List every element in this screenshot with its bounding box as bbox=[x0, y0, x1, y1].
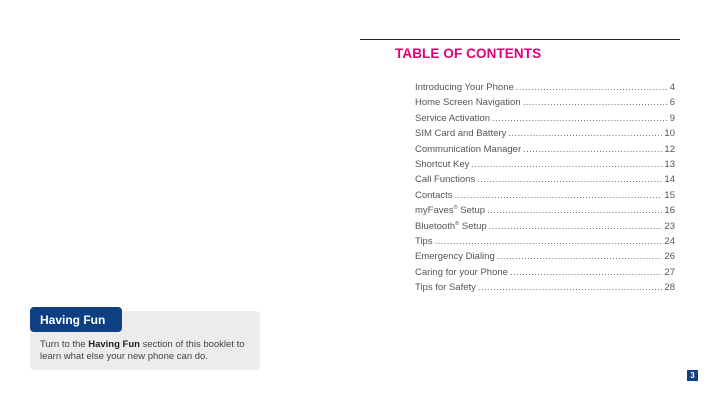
registered-mark: ® bbox=[455, 220, 460, 227]
toc-item bbox=[415, 144, 675, 159]
having-fun-text-before: Turn to the bbox=[40, 339, 89, 350]
toc-item-label bbox=[415, 251, 495, 262]
toc-item-label bbox=[415, 113, 490, 124]
toc-item-page: 4 bbox=[669, 82, 675, 93]
toc-item-page: 26 bbox=[664, 251, 675, 263]
having-fun-text bbox=[40, 339, 258, 362]
toc-item-label-text: Shortcut Key bbox=[415, 158, 470, 170]
toc-leader-dots bbox=[508, 128, 662, 139]
toc-item-label-text: Contacts bbox=[415, 189, 453, 201]
toc-leader-dots bbox=[510, 267, 662, 278]
toc-item-label-text: Tips bbox=[415, 235, 433, 247]
toc-leader-dots bbox=[489, 221, 663, 232]
toc-item-label-text: Emergency Dialing bbox=[415, 251, 495, 263]
toc-leader-dots bbox=[471, 159, 662, 170]
toc-item-label-suffix: Setup bbox=[457, 205, 486, 217]
having-fun-tab: Having Fun bbox=[30, 307, 122, 332]
toc-item-page: 6 bbox=[669, 97, 675, 109]
toc-item-label bbox=[415, 205, 485, 216]
toc-leader-dots bbox=[455, 190, 663, 201]
toc-item-label bbox=[415, 128, 506, 139]
toc-item-label bbox=[415, 174, 475, 185]
toc-leader-dots bbox=[487, 205, 662, 216]
header-rule bbox=[360, 39, 680, 40]
toc-item bbox=[415, 282, 675, 297]
toc-item-label bbox=[415, 282, 476, 293]
toc-item-page: 13 bbox=[664, 158, 675, 170]
having-fun-text-bold: Having Fun bbox=[88, 339, 140, 350]
toc-item-label-text: Call Functions bbox=[415, 174, 476, 186]
toc-item bbox=[415, 236, 675, 251]
toc-item bbox=[415, 205, 675, 220]
toc-item-page: 16 bbox=[664, 205, 675, 217]
toc-item-label-text: Communication Manager bbox=[415, 143, 522, 155]
toc-item-label-text: myFaves bbox=[415, 205, 454, 217]
toc-item bbox=[415, 159, 675, 174]
toc-leader-dots bbox=[492, 113, 668, 124]
toc-item-page: 24 bbox=[664, 235, 675, 247]
toc-item bbox=[415, 267, 675, 282]
toc-item-page: 15 bbox=[664, 189, 675, 201]
toc-item bbox=[415, 113, 675, 128]
toc-item-page: 27 bbox=[664, 266, 675, 278]
page-number: 3 bbox=[687, 370, 698, 381]
toc-leader-dots bbox=[478, 282, 663, 293]
toc-item-label-text: SIM Card and Battery bbox=[415, 128, 507, 140]
toc-leader-dots bbox=[435, 236, 663, 247]
toc-leader-dots bbox=[523, 97, 668, 108]
toc-item-label-text: Tips for Safety bbox=[415, 282, 476, 294]
toc-item bbox=[415, 190, 675, 205]
toc-item bbox=[415, 128, 675, 143]
toc-item-label bbox=[415, 159, 469, 170]
toc-item-label bbox=[415, 221, 487, 232]
toc-item bbox=[415, 174, 675, 189]
toc-item-label bbox=[415, 144, 521, 155]
toc-item-label-text: Home Screen Navigation bbox=[415, 97, 521, 109]
toc-item-label bbox=[415, 82, 514, 93]
toc-item bbox=[415, 251, 675, 266]
toc-item-page: 23 bbox=[664, 220, 675, 232]
toc-leader-dots bbox=[497, 251, 663, 262]
toc-item-label-text: Bluetooth bbox=[415, 220, 456, 232]
toc-leader-dots bbox=[516, 82, 668, 93]
toc-item bbox=[415, 221, 675, 236]
toc-item-label bbox=[415, 97, 521, 108]
having-fun-text-after: section of this booklet to learn what else your new phone can do. bbox=[40, 339, 245, 362]
toc-item-page: 28 bbox=[664, 282, 675, 294]
toc-item-page: 10 bbox=[664, 128, 675, 140]
toc-item-label-text: Service Activation bbox=[415, 112, 490, 124]
toc-item-label-suffix: Setup bbox=[459, 220, 487, 232]
toc-item bbox=[415, 82, 675, 97]
registered-mark: ® bbox=[453, 204, 458, 211]
toc-item-label-text: Caring for your Phone bbox=[415, 266, 508, 278]
toc-item-page: 9 bbox=[669, 112, 675, 124]
toc-item-label-text: Introducing Your Phone bbox=[415, 82, 514, 93]
toc-list bbox=[415, 82, 675, 297]
toc-title: TABLE OF CONTENTS bbox=[395, 46, 542, 61]
toc-item-label bbox=[415, 236, 433, 247]
toc-item bbox=[415, 97, 675, 112]
toc-item-page: 12 bbox=[664, 143, 675, 155]
toc-item-page: 14 bbox=[664, 174, 675, 186]
toc-leader-dots bbox=[477, 174, 662, 185]
toc-item-label bbox=[415, 267, 508, 278]
toc-leader-dots bbox=[523, 144, 662, 155]
toc-item-label bbox=[415, 190, 453, 201]
